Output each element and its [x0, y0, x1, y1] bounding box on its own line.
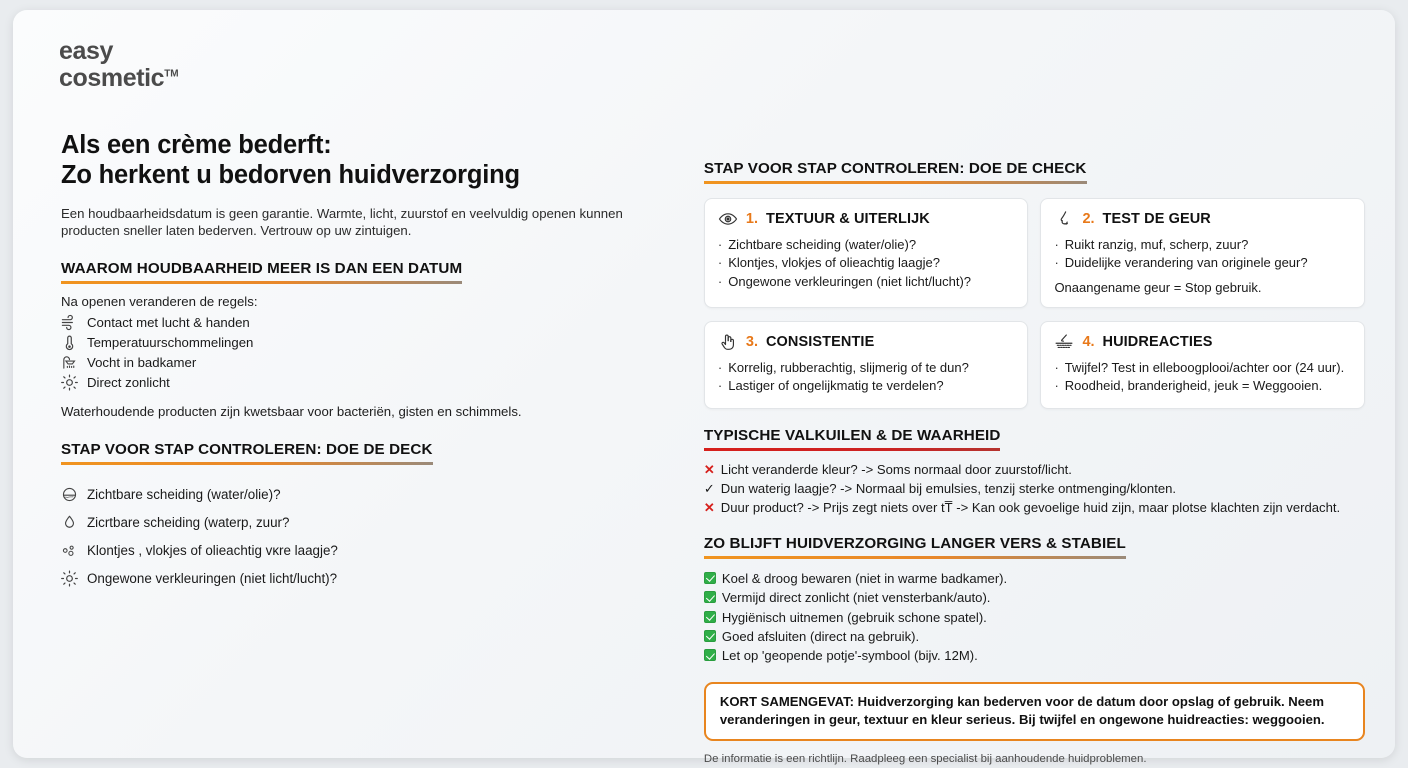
- cross-icon: ✕: [703, 461, 715, 477]
- list-item: [61, 565, 682, 593]
- why-tail: Waterhoudende producten zijn kwetsbaar voor bacteriën, gisten en schimmels.: [61, 403, 522, 419]
- clumps-icon: [61, 542, 78, 559]
- deck-list: [61, 481, 682, 593]
- brand-logo: [59, 38, 179, 92]
- bullet-dot: ·: [1054, 359, 1059, 375]
- card-number: 3.: [745, 333, 758, 350]
- list-item-label: Let op 'geopende potje'-symbool (bijv. 12M).: [721, 648, 978, 664]
- list-item-label: Contact met lucht & handen: [87, 315, 250, 331]
- list-item: [1054, 254, 1351, 272]
- list-item-label: Zichtbare scheiding (water/olie)?: [728, 237, 917, 252]
- list-item-label: Vermijd direct zonlicht (niet vensterbank/auto).: [721, 590, 991, 606]
- list-item: [704, 646, 1365, 665]
- card-bullets: [1054, 359, 1351, 396]
- list-item: [61, 313, 682, 333]
- check-box-icon: [704, 630, 716, 642]
- list-item: [61, 509, 682, 537]
- card-title: TEXTUUR & UITERLIJK: [765, 211, 930, 227]
- list-item-label: Zichtbare scheiding (water/olie)?: [87, 487, 281, 503]
- list-item-label: Lastiger of ongelijkmatig te verdelen?: [728, 378, 944, 394]
- list-item-label: Korrelig, rubberachtig, slijmerig of te dun?: [728, 359, 969, 375]
- list-item-label: Hygiënisch uitnemen (gebruik schone spatel).: [721, 609, 987, 625]
- list-item: [61, 481, 682, 509]
- list-item-label: Ruikt ranzig, muf, scherp, zuur?: [1064, 237, 1249, 252]
- list-item-label: Licht veranderde kleur? -> Soms normaal door zuurstof/licht.: [720, 461, 1072, 477]
- card-header: [1054, 332, 1351, 352]
- list-item-label: Zicrtbare scheiding (waterp, zuur?: [87, 515, 290, 531]
- section-heading-deck: STAP VOOR STAP CONTROLEREN: DOE DE DECK: [61, 440, 433, 458]
- hand-touch-icon: [718, 332, 738, 352]
- list-item-label: Temperatuurschommelingen: [87, 335, 254, 351]
- title-line-1: Als een crème bederft:: [61, 131, 332, 159]
- card-bullets: [1054, 236, 1351, 273]
- left-column: [39, 34, 682, 748]
- summary-box: KORT SAMENGEVAT: Huidverzorging kan bederven voor de datum door opslag of gebruik. Neem veranderingen in geur, textuur en kleur serieus. Bij twijfel en ongewone huidreacties: weggooien.: [704, 682, 1365, 742]
- card-title: CONSISTENTIE: [765, 333, 875, 350]
- list-item-label: Ongewone verkleuringen (niet licht/lucht)?: [87, 571, 338, 587]
- section-heading-tips: ZO BLIJFT HUIDVERZORGING LANGER VERS & STABIEL: [703, 534, 1126, 552]
- list-item: [718, 236, 1015, 254]
- list-item: [704, 627, 1365, 646]
- check-box-icon: [704, 572, 716, 584]
- myths-list: [704, 461, 1365, 518]
- sun-icon: [61, 570, 78, 587]
- card-header: [718, 209, 1015, 229]
- check-card: [1040, 321, 1365, 409]
- bullet-dot: ·: [1054, 237, 1059, 252]
- list-item-label: Klontjes, vlokjes of olieachtig laagje?: [728, 255, 940, 271]
- list-item: [704, 588, 1365, 607]
- list-item-label: Klontjes , vlokjes of olieachtig vᴋre laagje?: [87, 543, 338, 559]
- card-number: 2.: [1082, 211, 1095, 227]
- shower-icon: [61, 354, 78, 371]
- separation-icon: [61, 486, 78, 503]
- list-item: [704, 499, 1365, 518]
- bullet-dot: ·: [717, 273, 723, 289]
- list-item-label: Direct zonlicht: [87, 375, 170, 391]
- list-item-label: Twijfel? Test in elleboogplooi/achter oor (24 uur).: [1064, 359, 1345, 375]
- list-item: [1054, 236, 1351, 254]
- list-item-label: Duur product? -> Prijs zegt niets over tT̅ -> Kan ook gevoelige huid zijn, maar plotse klachten zijn verdacht.: [720, 499, 1341, 515]
- list-item-label: Duidelijke verandering van originele geur?: [1064, 255, 1308, 271]
- list-item: [61, 537, 682, 565]
- card-header: [718, 332, 1015, 352]
- list-item-label: Ongewone verkleuringen (niet licht/lucht)?: [728, 273, 972, 289]
- list-item-label: Dun waterig laagje? -> Normaal bij emulsies, tenzij sterke ontmenging/klonten.: [720, 480, 1177, 496]
- why-list: [61, 313, 682, 393]
- card-title: TEST DE GEUR: [1102, 211, 1211, 227]
- bullet-dot: ·: [717, 237, 723, 252]
- why-lead: Na openen veranderen de regels:: [61, 293, 258, 309]
- list-item: [718, 273, 1015, 291]
- card-title: HUIDREACTIES: [1102, 333, 1213, 350]
- list-item: [704, 480, 1365, 499]
- card-bullets: [718, 359, 1015, 396]
- bullet-dot: ·: [717, 359, 723, 375]
- right-column: [703, 34, 1369, 766]
- list-item-label: Goed afsluiten (direct na gebruik).: [721, 628, 920, 644]
- section-heading-myths: TYPISCHE VALKUILEN & DE WAARHEID: [703, 426, 1001, 444]
- list-item: [718, 359, 1015, 377]
- list-item: [718, 254, 1015, 272]
- intro-paragraph: Een houdbaarheidsdatum is geen garantie. Warmte, licht, zuurstof en veelvuldig openen kunnen producten sneller laten bederven. Vertrouw op uw zintuigen.: [61, 205, 623, 239]
- list-item: [1054, 377, 1351, 395]
- bullet-dot: ·: [717, 255, 723, 271]
- wind-icon: [61, 314, 78, 331]
- check-card: [704, 198, 1029, 308]
- check-box-icon: [704, 649, 716, 661]
- title-line-2: Zo herkent u bedorven huidverzorging: [61, 161, 520, 190]
- skin-reaction-icon: [1054, 332, 1074, 352]
- list-item: [61, 353, 682, 373]
- card-number: 4.: [1082, 333, 1095, 350]
- list-item: [704, 461, 1365, 480]
- list-item: [61, 333, 682, 353]
- sun-icon: [61, 374, 78, 391]
- eye-icon: [718, 209, 738, 229]
- brand-line-2: cosmetic™: [59, 64, 179, 92]
- disclaimer-text: De informatie is een richtlijn. Raadpleeg een specialist bij aanhoudende huidproblemen.: [703, 753, 1147, 766]
- list-item: [1054, 359, 1351, 377]
- tips-list: [704, 569, 1365, 666]
- list-item: [61, 373, 682, 393]
- card-bullets: [718, 236, 1015, 291]
- section-heading-why: WAAROM HOUDBAARHEID MEER IS DAN EEN DATUM: [61, 259, 463, 277]
- check-card: [1040, 198, 1365, 308]
- poster-page: [13, 10, 1395, 766]
- check-cards: [704, 198, 1365, 409]
- section-heading-check: STAP VOOR STAP CONTROLEREN: DOE DE CHECK: [703, 160, 1087, 177]
- check-box-icon: [704, 591, 716, 603]
- list-item: [718, 377, 1015, 395]
- thermometer-icon: [61, 334, 78, 351]
- list-item-label: Roodheid, branderigheid, jeuk = Weggooien.: [1064, 378, 1323, 394]
- trademark-mark: TM: [164, 68, 179, 80]
- check-icon: ✓: [703, 480, 715, 496]
- bullet-dot: ·: [1054, 255, 1059, 271]
- list-item-label: Vocht in badkamer: [87, 355, 197, 371]
- card-note: Onaangename geur = Stop gebruik.: [1054, 279, 1262, 295]
- list-item: [704, 608, 1365, 627]
- card-header: [1054, 209, 1351, 229]
- list-item-label: Koel & droog bewaren (niet in warme badkamer).: [721, 570, 1008, 586]
- brand-line-1: easy: [59, 37, 114, 65]
- check-card: [704, 321, 1029, 409]
- nose-icon: [1054, 209, 1074, 229]
- cross-icon: ✕: [703, 499, 715, 515]
- card-number: 1.: [745, 211, 758, 227]
- droplet-icon: [61, 514, 78, 531]
- bullet-dot: ·: [1054, 378, 1059, 394]
- bullet-dot: ·: [717, 378, 723, 394]
- list-item: [704, 569, 1365, 588]
- page-title: [61, 130, 682, 191]
- check-box-icon: [704, 611, 716, 623]
